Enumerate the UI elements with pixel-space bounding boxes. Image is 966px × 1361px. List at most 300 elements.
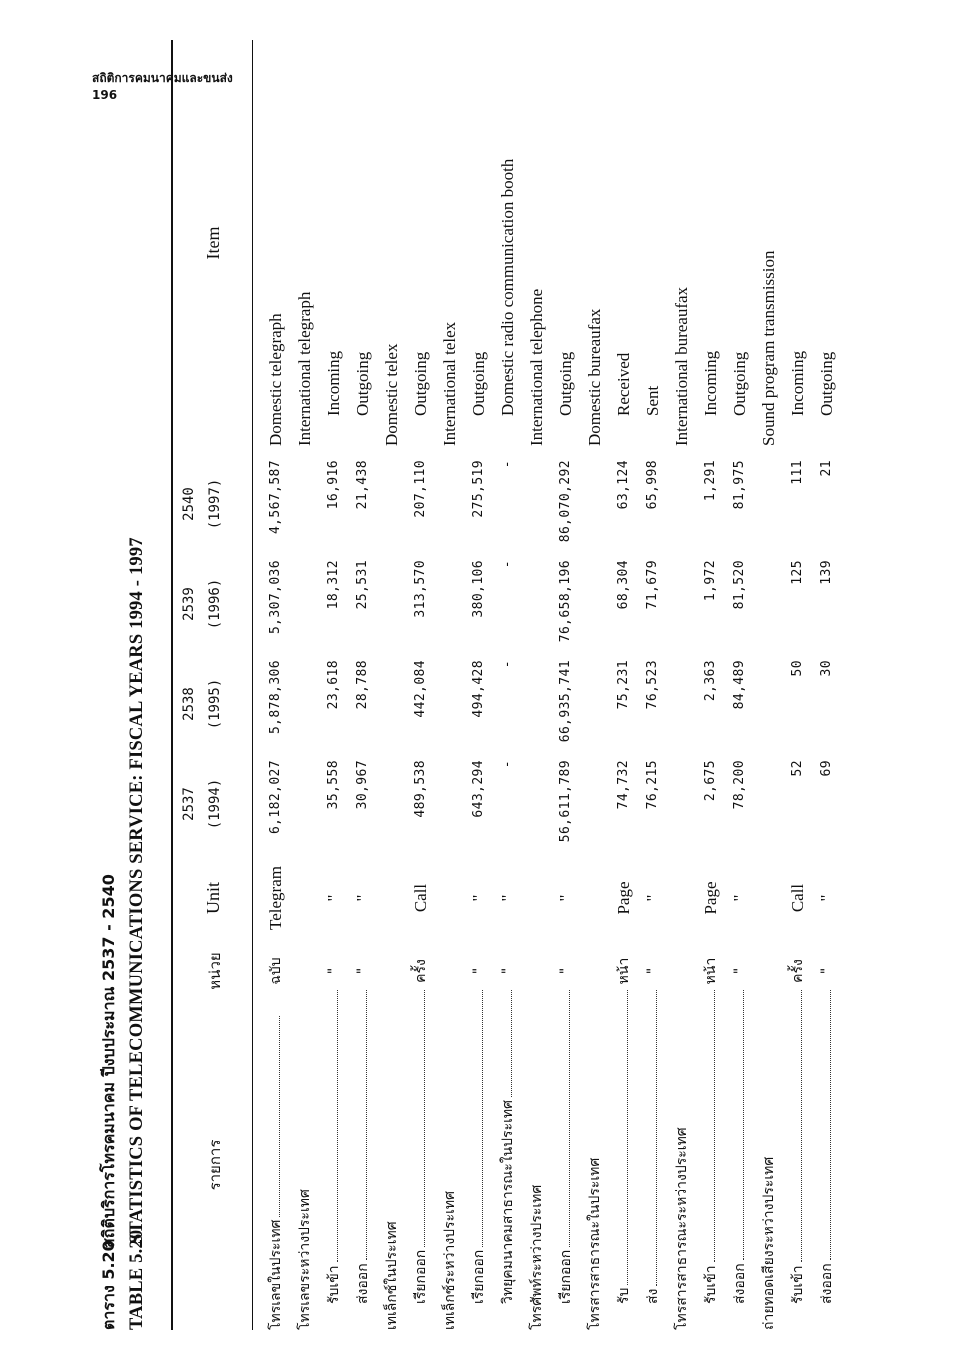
- unit-thai: [439, 942, 461, 1000]
- value: 313,570: [413, 560, 428, 618]
- value-cell: [526, 554, 548, 654]
- value-cell: [729, 554, 751, 654]
- value-cell: [584, 454, 606, 554]
- value-cell: [352, 554, 374, 654]
- value: [674, 754, 689, 760]
- table-row: [290, 40, 319, 1330]
- value: 139: [819, 560, 834, 585]
- item-english: Received: [614, 352, 633, 416]
- value: 69: [819, 760, 834, 777]
- value: 21: [819, 460, 834, 477]
- value-cell: [700, 654, 722, 754]
- value: [674, 654, 689, 660]
- item-thai: [555, 984, 577, 1330]
- value-cell: [584, 754, 606, 854]
- dot-leader: [656, 990, 657, 1286]
- value: [297, 454, 312, 460]
- unit-english: ": [469, 894, 488, 902]
- value-cell: [439, 454, 461, 554]
- unit-english: ": [498, 894, 517, 902]
- value: 76,658,196: [558, 560, 573, 643]
- item-thai-text: เรียกออก: [413, 1249, 429, 1304]
- item-thai-text: ส่งออก: [732, 1263, 748, 1304]
- unit-english: Page: [614, 881, 633, 915]
- value: 66,935,741: [558, 660, 573, 743]
- value-cell: [758, 554, 780, 654]
- unit-thai: ": [645, 967, 661, 975]
- item-thai: [613, 984, 635, 1330]
- unit-thai: ครั้ง: [413, 959, 429, 983]
- value: 30: [819, 660, 834, 677]
- item-thai: [265, 1010, 287, 1330]
- header-year: 2537 (1994): [181, 778, 223, 830]
- item-thai-text: เทเล็กซ์ระหว่างประเทศ: [442, 1190, 458, 1330]
- table-row: [377, 40, 406, 1330]
- value-cell: [613, 554, 635, 654]
- dot-leader: [743, 990, 744, 1260]
- value: [384, 654, 399, 660]
- table-row: [580, 40, 609, 1330]
- value-cell: [555, 454, 577, 554]
- value-cell: [671, 654, 693, 754]
- value-cell: [729, 454, 751, 554]
- unit-thai: [758, 942, 780, 1000]
- value: [761, 754, 776, 760]
- value: 2,675: [703, 760, 718, 802]
- value: [297, 654, 312, 660]
- item-english: International telephone: [527, 288, 546, 446]
- value: [384, 454, 399, 460]
- table-row: [348, 40, 377, 1330]
- item-thai-text: โทรสารสาธารณะระหว่างประเทศ: [674, 1127, 690, 1330]
- value-cell: [613, 654, 635, 754]
- item-thai-text: โทรเลขระหว่างประเทศ: [297, 1189, 313, 1330]
- table-row: [754, 40, 783, 1330]
- table-row: [261, 40, 290, 1330]
- table-row: [783, 40, 812, 1330]
- item-thai: [642, 984, 664, 1330]
- value-cell: [497, 754, 519, 854]
- unit-english: Page: [701, 881, 720, 915]
- dot-leader: [482, 990, 483, 1247]
- header-rule: [252, 40, 253, 1330]
- item-english: Incoming: [788, 350, 807, 416]
- value-cell: [671, 754, 693, 854]
- header-unit-thai: หน่วย: [206, 952, 224, 990]
- table-row: [725, 40, 754, 1330]
- item-english: International telegraph: [295, 291, 314, 446]
- table-title-thai: ตาราง 5.20สถิติบริการโทรคมนาคม ปีงบประมาณ 2537 - 2540: [99, 874, 118, 1330]
- value-cell: [671, 454, 693, 554]
- value-cell: [468, 754, 490, 854]
- value: 68,304: [616, 560, 631, 610]
- value-cell: [497, 654, 519, 754]
- value: [587, 654, 602, 660]
- value: 25,531: [355, 560, 370, 610]
- value: [529, 454, 544, 460]
- value-cell: [352, 754, 374, 854]
- item-english: Incoming: [324, 350, 343, 416]
- value-cell: [323, 554, 345, 654]
- table-row: [551, 40, 580, 1330]
- unit-english: ": [730, 894, 749, 902]
- value: 63,124: [616, 460, 631, 510]
- value-cell: [816, 554, 838, 654]
- value-cell: [642, 454, 664, 554]
- value: [384, 754, 399, 760]
- value: 81,520: [732, 560, 747, 610]
- item-english: Outgoing: [817, 351, 836, 416]
- value-cell: [323, 754, 345, 854]
- item-thai: [671, 1010, 693, 1330]
- value: 71,679: [645, 560, 660, 610]
- value: 28,788: [355, 660, 370, 710]
- header-item-thai: รายการ: [206, 1139, 224, 1191]
- value: 5,878,306: [268, 660, 283, 735]
- value-cell: [468, 654, 490, 754]
- value: 65,998: [645, 460, 660, 510]
- unit-thai: หน้า: [616, 957, 632, 985]
- item-thai: [352, 984, 374, 1330]
- value: 74,732: [616, 760, 631, 810]
- table-row: [319, 40, 348, 1330]
- dot-leader: [627, 990, 628, 1285]
- value-cell: [497, 454, 519, 554]
- value: [442, 454, 457, 460]
- value-cell: [584, 654, 606, 754]
- value: 35,558: [326, 760, 341, 810]
- item-thai-text: รับ: [616, 1287, 632, 1304]
- unit-english: [671, 854, 693, 942]
- value: 86,070,292: [558, 460, 573, 543]
- value-cell: [526, 754, 548, 854]
- unit-english: Call: [788, 883, 807, 913]
- value-cell: [816, 754, 838, 854]
- item-thai-text: โทรศัพท์ระหว่างประเทศ: [529, 1184, 545, 1330]
- value: [442, 554, 457, 560]
- item-thai: [323, 984, 345, 1330]
- value: [297, 554, 312, 560]
- unit-english: Telegram: [266, 866, 285, 930]
- value: [761, 454, 776, 460]
- value: 76,523: [645, 660, 660, 710]
- value-cell: [352, 454, 374, 554]
- item-english: Domestic bureaufax: [585, 308, 604, 446]
- table-row: [667, 40, 696, 1330]
- dot-leader: [279, 1016, 280, 1217]
- value: 1,291: [703, 460, 718, 502]
- value-cell: [410, 554, 432, 654]
- value: 494,428: [471, 660, 486, 718]
- value-cell: [323, 654, 345, 754]
- unit-thai: ครั้ง: [790, 959, 806, 983]
- value-cell: [758, 754, 780, 854]
- value-cell: [613, 454, 635, 554]
- unit-english: Call: [411, 883, 430, 913]
- table-row: [464, 40, 493, 1330]
- value-cell: [787, 654, 809, 754]
- value: 16,916: [326, 460, 341, 510]
- value: 275,519: [471, 460, 486, 518]
- value: 489,538: [413, 760, 428, 818]
- item-english: Sound program transmission: [759, 250, 778, 446]
- value-cell: [613, 754, 635, 854]
- value: [587, 554, 602, 560]
- unit-english: [381, 854, 403, 942]
- table-row: [493, 40, 522, 1330]
- value: [442, 754, 457, 760]
- value-cell: [758, 454, 780, 554]
- item-thai: [758, 1010, 780, 1330]
- value: 5,307,036: [268, 560, 283, 635]
- dot-leader: [366, 990, 367, 1260]
- item-english: Outgoing: [556, 351, 575, 416]
- value-cell: [294, 454, 316, 554]
- unit-english: ": [556, 894, 575, 902]
- item-english: Incoming: [701, 350, 720, 416]
- unit-english: ": [324, 894, 343, 902]
- rotated-table: [95, 40, 836, 1330]
- value: 23,618: [326, 660, 341, 710]
- value-cell: [526, 654, 548, 754]
- value-cell: [265, 754, 287, 854]
- value: [761, 554, 776, 560]
- value-cell: [700, 454, 722, 554]
- item-thai: [526, 1010, 548, 1330]
- value: 50: [790, 660, 805, 677]
- unit-thai: หน้า: [703, 957, 719, 985]
- value: 76,215: [645, 760, 660, 810]
- value-cell: [265, 554, 287, 654]
- value-cell: [323, 454, 345, 554]
- unit-thai: [294, 942, 316, 1000]
- item-thai: [787, 984, 809, 1330]
- unit-english: ": [643, 894, 662, 902]
- item-english: Domestic radio communication booth: [498, 158, 517, 416]
- value: 75,231: [616, 660, 631, 710]
- item-thai-text: โทรเลขในประเทศ: [268, 1219, 284, 1330]
- item-thai-text: ส่งออก: [819, 1263, 835, 1304]
- unit-english: ": [353, 894, 372, 902]
- unit-thai: ": [558, 967, 574, 975]
- value: [587, 754, 602, 760]
- value-cell: [294, 754, 316, 854]
- dot-leader: [714, 990, 715, 1262]
- value-cell: [758, 654, 780, 754]
- value-cell: [381, 454, 403, 554]
- value: [529, 554, 544, 560]
- value-cell: [381, 654, 403, 754]
- value-cell: [729, 754, 751, 854]
- item-thai: [410, 984, 432, 1330]
- value-cell: [816, 454, 838, 554]
- unit-thai: ฉบับ: [268, 957, 284, 985]
- item-thai: [816, 984, 838, 1330]
- table-title-english: TABLE 5.20STATISTICS OF TELECOMMUNICATIONS SERVICE: FISCAL YEARS 1994 - 1997: [127, 537, 147, 1330]
- unit-thai: [381, 942, 403, 1000]
- value: -: [500, 760, 515, 769]
- item-thai-text: รับเข้า: [326, 1265, 342, 1304]
- value: [674, 554, 689, 560]
- value: 2,363: [703, 660, 718, 702]
- unit-english: ": [817, 894, 836, 902]
- value: 78,200: [732, 760, 747, 810]
- value: [297, 754, 312, 760]
- dot-leader: [511, 990, 512, 1097]
- item-thai-text: วิทยุคมนาคมสาธารณะในประเทศ: [500, 1100, 516, 1304]
- value-cell: [410, 754, 432, 854]
- value-cell: [439, 754, 461, 854]
- item-thai: [439, 1010, 461, 1330]
- value-cell: [265, 454, 287, 554]
- item-thai-text: รับเข้า: [703, 1265, 719, 1304]
- item-english: Outgoing: [730, 351, 749, 416]
- value: 81,975: [732, 460, 747, 510]
- table-row: [609, 40, 638, 1330]
- value-cell: [671, 554, 693, 654]
- value: 1,972: [703, 560, 718, 602]
- value: 207,110: [413, 460, 428, 518]
- unit-english: [584, 854, 606, 942]
- item-english: Domestic telegraph: [266, 313, 285, 446]
- value-cell: [700, 754, 722, 854]
- unit-thai: [671, 942, 693, 1000]
- value-cell: [700, 554, 722, 654]
- item-english: Domestic telex: [382, 343, 401, 446]
- value-cell: [642, 554, 664, 654]
- item-english: Sent: [643, 385, 662, 416]
- item-thai-text: เรียกออก: [558, 1249, 574, 1304]
- value-cell: [642, 754, 664, 854]
- header-year: 2538 (1995): [181, 678, 223, 730]
- item-thai: [381, 1010, 403, 1330]
- dot-leader: [801, 990, 802, 1262]
- item-english: Outgoing: [411, 351, 430, 416]
- item-thai-text: เรียกออก: [471, 1249, 487, 1304]
- item-english: Outgoing: [353, 351, 372, 416]
- value: 21,438: [355, 460, 370, 510]
- value: -: [500, 660, 515, 669]
- unit-thai: ": [500, 967, 516, 975]
- item-english: Outgoing: [469, 351, 488, 416]
- top-rule: [171, 40, 173, 1330]
- unit-thai: ": [471, 967, 487, 975]
- value: [442, 654, 457, 660]
- dot-leader: [569, 990, 570, 1247]
- unit-thai: ": [326, 967, 342, 975]
- table-titles: [95, 40, 159, 1330]
- item-thai: [700, 984, 722, 1330]
- value-cell: [497, 554, 519, 654]
- dot-leader: [337, 990, 338, 1262]
- value-cell: [555, 654, 577, 754]
- item-english: International telex: [440, 321, 459, 446]
- value: 643,294: [471, 760, 486, 818]
- item-thai-text: รับเข้า: [790, 1265, 806, 1304]
- value-cell: [294, 654, 316, 754]
- table-row: [812, 40, 841, 1330]
- value: 52: [790, 760, 805, 777]
- table-row: [522, 40, 551, 1330]
- value: [529, 754, 544, 760]
- value: 30,967: [355, 760, 370, 810]
- unit-thai: ": [819, 967, 835, 975]
- value-cell: [642, 654, 664, 754]
- dot-leader: [424, 990, 425, 1247]
- item-thai: [468, 984, 490, 1330]
- value: 125: [790, 560, 805, 585]
- value: 84,489: [732, 660, 747, 710]
- unit-thai: ": [355, 967, 371, 975]
- value-cell: [787, 554, 809, 654]
- header-year: 2539 (1996): [181, 578, 223, 630]
- value: -: [500, 560, 515, 569]
- item-thai: [584, 1010, 606, 1330]
- unit-thai: [526, 942, 548, 1000]
- header-item-english: Item: [203, 226, 223, 260]
- value-cell: [439, 554, 461, 654]
- header-year: 2540 (1997): [181, 478, 223, 530]
- value: [761, 654, 776, 660]
- table-row: [406, 40, 435, 1330]
- value-cell: [410, 454, 432, 554]
- dot-leader: [830, 990, 831, 1260]
- running-head-title: สถิติการคมนาคมและขนส่ง: [92, 71, 233, 85]
- value: [529, 654, 544, 660]
- item-thai-text: ถ่ายทอดเสียงระหว่างประเทศ: [761, 1156, 777, 1330]
- value: 380,106: [471, 560, 486, 618]
- value-cell: [729, 654, 751, 754]
- value-cell: [555, 754, 577, 854]
- value: 18,312: [326, 560, 341, 610]
- item-thai: [729, 984, 751, 1330]
- item-thai-text: เทเล็กซ์ในประเทศ: [384, 1221, 400, 1330]
- unit-english: [526, 854, 548, 942]
- item-thai-text: ส่ง: [645, 1288, 661, 1304]
- table-row: [696, 40, 725, 1330]
- item-thai-text: ส่งออก: [355, 1263, 371, 1304]
- value-cell: [265, 654, 287, 754]
- unit-english: [758, 854, 780, 942]
- table-row: [638, 40, 667, 1330]
- value: 6,182,027: [268, 760, 283, 835]
- value-cell: [381, 554, 403, 654]
- value-cell: [816, 654, 838, 754]
- value-cell: [439, 654, 461, 754]
- value-cell: [584, 554, 606, 654]
- value-cell: [787, 454, 809, 554]
- value-cell: [352, 654, 374, 754]
- value-cell: [294, 554, 316, 654]
- value: [384, 554, 399, 560]
- header-unit-english: Unit: [203, 882, 223, 915]
- page-number: 196: [92, 88, 118, 102]
- value: [674, 454, 689, 460]
- unit-english: [439, 854, 461, 942]
- value: -: [500, 460, 515, 469]
- table-row: [435, 40, 464, 1330]
- unit-english: [294, 854, 316, 942]
- value: 111: [790, 460, 805, 485]
- value-cell: [381, 754, 403, 854]
- item-english: International bureaufax: [672, 286, 691, 446]
- item-thai: [294, 1010, 316, 1330]
- value-cell: [468, 454, 490, 554]
- unit-thai: [584, 942, 606, 1000]
- value: 56,611,789: [558, 760, 573, 843]
- value-cell: [787, 754, 809, 854]
- item-thai-text: โทรสารสาธารณะในประเทศ: [587, 1157, 603, 1330]
